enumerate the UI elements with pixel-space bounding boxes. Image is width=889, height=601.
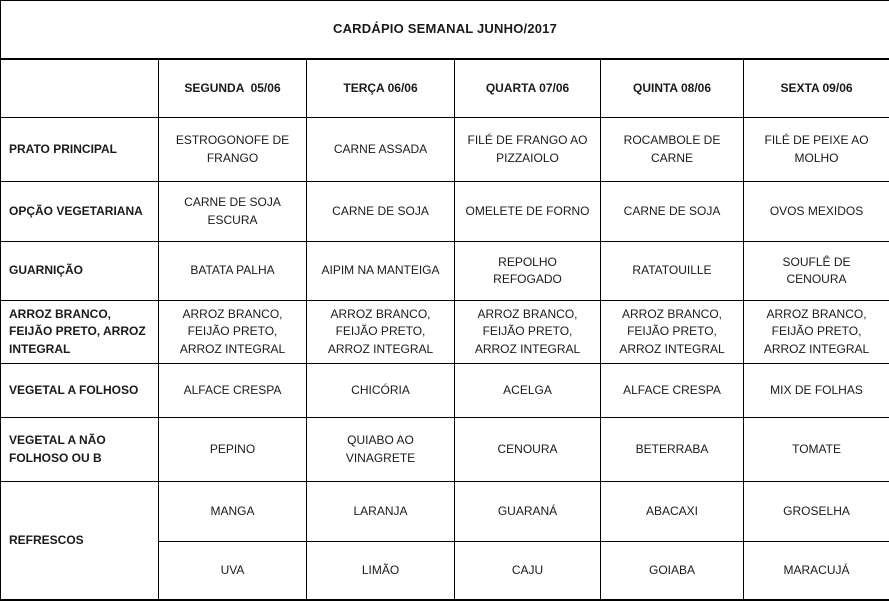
column-header-quarta: QUARTA 07/06 [455, 59, 601, 118]
table-row-guarnicao [1, 242, 889, 301]
menu-cell: GOIABA [601, 542, 744, 600]
column-header-segunda: SEGUNDA 05/06 [159, 59, 307, 118]
row-label-opcao-vegetariana: OPÇÃO VEGETARIANA [1, 182, 159, 242]
menu-cell: ARROZ BRANCO, FEIJÃO PRETO, ARROZ INTEGRAL [455, 301, 601, 364]
table-row-vegetal-nao-folhoso [1, 418, 889, 482]
menu-cell: GROSELHA [744, 482, 889, 542]
menu-cell: LIMÃO [307, 542, 455, 600]
menu-cell: CARNE ASSADA [307, 118, 455, 182]
menu-cell: CARNE DE SOJA ESCURA [159, 182, 307, 242]
menu-cell: MANGA [159, 482, 307, 542]
menu-cell: MIX DE FOLHAS [744, 364, 889, 418]
menu-cell: UVA [159, 542, 307, 600]
row-label-vegetal-nao-folhoso: VEGETAL A NÃO FOLHOSO OU B [1, 418, 159, 482]
menu-cell: OMELETE DE FORNO [455, 182, 601, 242]
menu-cell: CAJU [455, 542, 601, 600]
menu-cell: ALFACE CRESPA [601, 364, 744, 418]
table-row-prato-principal [1, 118, 889, 182]
menu-cell: CENOURA [455, 418, 601, 482]
menu-cell: BETERRABA [601, 418, 744, 482]
menu-cell: ALFACE CRESPA [159, 364, 307, 418]
column-header-terca: TERÇA 06/06 [307, 59, 455, 118]
table-row-opcao-vegetariana [1, 182, 889, 242]
corner-cell [1, 59, 159, 118]
day-header-row [1, 59, 889, 118]
menu-cell: CARNE DE SOJA [601, 182, 744, 242]
menu-cell: PEPINO [159, 418, 307, 482]
menu-cell: ARROZ BRANCO, FEIJÃO PRETO, ARROZ INTEGRAL [307, 301, 455, 364]
menu-cell: ACELGA [455, 364, 601, 418]
menu-cell: BATATA PALHA [159, 242, 307, 301]
menu-cell: TOMATE [744, 418, 889, 482]
title-row [1, 1, 889, 59]
menu-cell: SOUFLÊ DE CENOURA [744, 242, 889, 301]
table-row-arroz-feijao [1, 301, 889, 364]
menu-cell: ABACAXI [601, 482, 744, 542]
menu-cell: MARACUJÁ [744, 542, 889, 600]
table-row-vegetal-folhoso [1, 364, 889, 418]
menu-cell: CHICÓRIA [307, 364, 455, 418]
row-label-vegetal-folhoso: VEGETAL A FOLHOSO [1, 364, 159, 418]
column-header-sexta: SEXTA 09/06 [744, 59, 889, 118]
row-label-arroz-feijao: ARROZ BRANCO, FEIJÃO PRETO, ARROZ INTEGRAL [1, 301, 159, 364]
column-header-quinta: QUINTA 08/06 [601, 59, 744, 118]
menu-cell: FILÉ DE PEIXE AO MOLHO [744, 118, 889, 182]
menu-cell: REPOLHO REFOGADO [455, 242, 601, 301]
menu-cell: LARANJA [307, 482, 455, 542]
menu-cell: FILÉ DE FRANGO AO PIZZAIOLO [455, 118, 601, 182]
menu-cell: ARROZ BRANCO, FEIJÃO PRETO, ARROZ INTEGRAL [159, 301, 307, 364]
menu-cell: QUIABO AO VINAGRETE [307, 418, 455, 482]
menu-cell: ESTROGONOFE DE FRANGO [159, 118, 307, 182]
menu-cell: ROCAMBOLE DE CARNE [601, 118, 744, 182]
page-title: CARDÁPIO SEMANAL JUNHO/2017 [1, 1, 889, 59]
menu-cell: GUARANÁ [455, 482, 601, 542]
table-row-refrescos-1 [1, 482, 889, 542]
menu-cell: RATATOUILLE [601, 242, 744, 301]
menu-cell: CARNE DE SOJA [307, 182, 455, 242]
menu-cell: ARROZ BRANCO, FEIJÃO PRETO, ARROZ INTEGRAL [601, 301, 744, 364]
menu-cell: OVOS MEXIDOS [744, 182, 889, 242]
menu-cell: ARROZ BRANCO, FEIJÃO PRETO, ARROZ INTEGRAL [744, 301, 889, 364]
row-label-refrescos: REFRESCOS [1, 482, 159, 600]
row-label-guarnicao: GUARNIÇÃO [1, 242, 159, 301]
row-label-prato-principal: PRATO PRINCIPAL [1, 118, 159, 182]
menu-cell: AIPIM NA MANTEIGA [307, 242, 455, 301]
